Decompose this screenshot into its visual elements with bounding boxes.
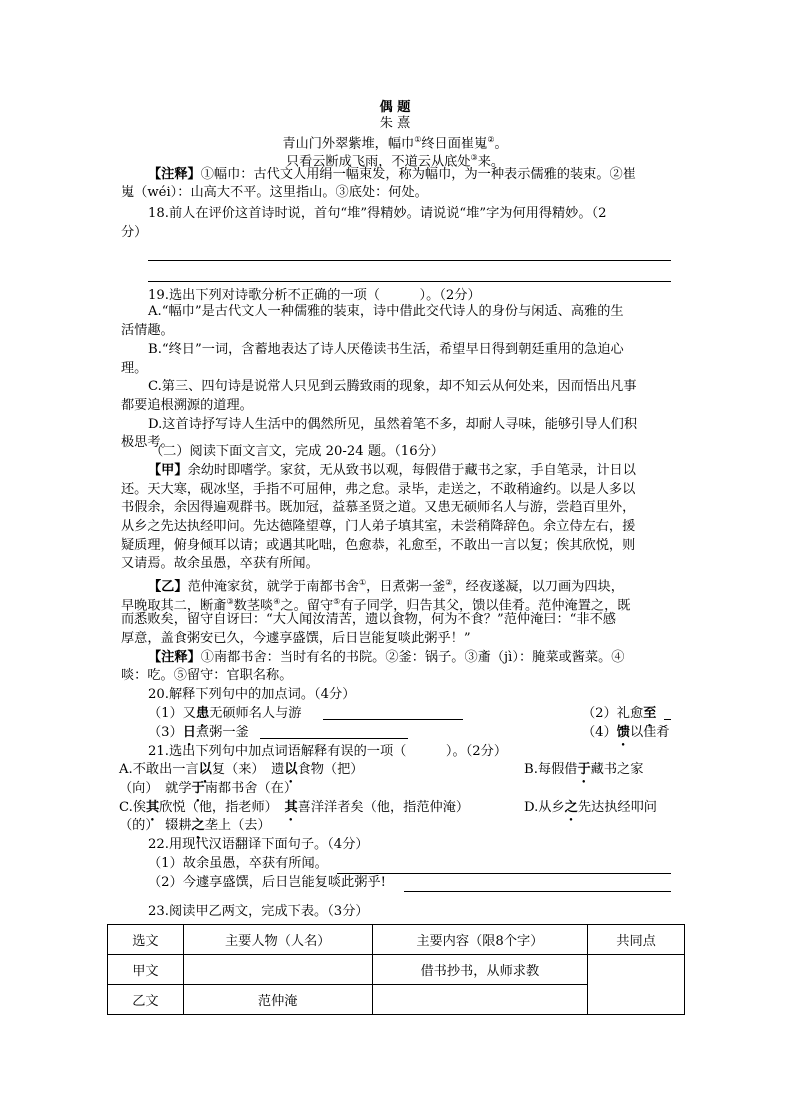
question-18-cont: 分） bbox=[121, 225, 148, 240]
q21-option-d-cont: （的） 辍耕之垄上（去） bbox=[119, 818, 271, 833]
table-cell: 乙文 bbox=[108, 985, 184, 1015]
q20-item-3: （3）日煮粥一釜 bbox=[148, 725, 249, 740]
table-cell: 范仲淹 bbox=[183, 985, 372, 1015]
question-22: 22.用现代汉语翻译下面句子。（4分） bbox=[148, 837, 369, 852]
table-cell: 借书抄书，从师求教 bbox=[372, 955, 588, 985]
q22-blank-1[interactable] bbox=[337, 873, 671, 874]
q20-item-1: （1）又患无硕师名人与游 bbox=[148, 706, 302, 721]
passage-b-line-4: 厚意，盖食粥安已久，今遽享盛馔，后日岂能复啖此粥乎！” bbox=[121, 631, 471, 646]
q19-option-c: C.第三、四句诗是说常人只见到云腾致雨的现象，却不知云从何处来，因而悟出凡事 bbox=[148, 379, 637, 394]
q19-option-c-cont: 都要追根溯源的道理。 bbox=[121, 398, 253, 413]
q20-item-2: （2）礼愈至 bbox=[582, 706, 657, 721]
passage-b-note-line-2: 啖：吃。⑤留守：官职名称。 bbox=[121, 668, 293, 683]
table-header: 选文 bbox=[108, 925, 184, 955]
passage-b-line-2: 早晚取其二，断齑③数茎啖④之。留守⑤有子同学，归告其父，馈以佳肴。范仲淹置之，既 bbox=[121, 597, 631, 614]
table-cell-input[interactable] bbox=[372, 985, 588, 1015]
table-cell: 甲文 bbox=[108, 955, 184, 985]
poem-line-2: 只看云断成飞雨，不道云从底处③来。 bbox=[285, 153, 505, 170]
question-21: 21.选出下列句中加点词语解释有误的一项（ ）。（2分） bbox=[148, 744, 508, 759]
question-19: 19.选出下列对诗歌分析不正确的一项（ ）。（2分） bbox=[148, 288, 481, 303]
q20-item-4: （4）馈以佳肴 bbox=[582, 725, 670, 740]
table-cell-input[interactable] bbox=[183, 955, 372, 985]
passage-a-line-6: 又请焉。故余虽愚，卒获有所闻。 bbox=[121, 556, 319, 571]
common-point-cell[interactable] bbox=[588, 955, 685, 1015]
poem-author: 朱 熹 bbox=[379, 116, 411, 131]
q20-blank-3[interactable] bbox=[260, 738, 408, 739]
table-row bbox=[108, 955, 685, 985]
passage-b-note-line-1: 【注释】①南都书舍：当时有名的书院。②釜：锅子。③齑（jì）：腌菜或酱菜。④ bbox=[148, 650, 625, 665]
poem-note-line-2: 嵬（wéi）：山高大不平。这里指山。③底处：何处。 bbox=[121, 185, 428, 200]
q21-option-a: A.不敢出一言以复（来） 遗以食物（把） bbox=[119, 762, 364, 777]
question-20: 20.解释下列句中的加点词。（4分） bbox=[148, 687, 356, 702]
passage-a-line-2: 还。天大寒，砚冰坚，手指不可屈伸，弗之怠。录毕，走送之，不敢稍逾约。以是人多以 bbox=[121, 482, 636, 497]
q22-item-2: （2）今遽享盛馔，后日岂能复啖此粥乎! bbox=[148, 875, 386, 890]
table-header: 主要内容（限8个字） bbox=[372, 925, 588, 955]
passage-a-line-4: 从乡之先达执经叩问。先达德隆望尊，门人弟子填其室，未尝稍降辞色。余立侍左右，援 bbox=[121, 519, 636, 534]
answer-line-18b[interactable] bbox=[148, 281, 671, 282]
q19-option-b: B.“终日”一词，含蓄地表达了诗人厌倦读书生活，希望早日得到朝廷重用的急迫心 bbox=[148, 342, 624, 357]
q19-option-a: A.“幅巾”是古代文人一种儒雅的装束，诗中借此交代诗人的身份与闲适、高雅的生 bbox=[148, 304, 624, 319]
summary-table bbox=[107, 924, 685, 1015]
passage-a-line-3: 书假余，余因得遍观群书。既加冠，益慕圣贤之道。又患无硕师名人与游，尝趋百里外， bbox=[121, 500, 636, 515]
section-2-heading: （二）阅读下面文言文，完成 20-24 题。（16分） bbox=[150, 444, 444, 459]
question-18: 18.前人在评价这首诗时说，首句“堆”得精妙。请说说“堆”字为何用得精妙。（2 bbox=[148, 206, 607, 221]
poem-line-1: 青山门外翠紫堆，幅巾①终日面崔嵬②。 bbox=[282, 135, 508, 152]
q19-option-b-cont: 理。 bbox=[121, 361, 148, 376]
answer-line-18a[interactable] bbox=[148, 260, 671, 261]
q19-option-a-cont: 活情趣。 bbox=[121, 323, 174, 338]
q20-blank-1[interactable] bbox=[323, 719, 463, 720]
poem-note-line-1: 【注释】①幅巾：古代文人用绢一幅束发，称为幅巾，为一种表示儒雅的装束。②崔 bbox=[148, 167, 636, 182]
passage-b-line-1: 【乙】范仲淹家贫，就学于南都书舍①，日煮粥一釜②，经夜遂凝，以刀画为四块， bbox=[148, 578, 624, 595]
q22-item-1: （1）故余虽愚，卒获有所闻。 bbox=[148, 856, 328, 871]
table-header: 共同点 bbox=[588, 925, 685, 955]
table-header: 主要人物（人名） bbox=[183, 925, 372, 955]
poem-title: 偶 题 bbox=[379, 100, 411, 115]
question-23: 23.阅读甲乙两文，完成下表。（3分） bbox=[148, 904, 369, 919]
q19-option-d-cont: 极思考。 bbox=[121, 435, 174, 450]
q21-option-ab-cont: （向） 就学于南都书舍（在） bbox=[119, 781, 298, 796]
q21-option-b: B.每假借于藏书之家 bbox=[524, 762, 644, 777]
passage-a-line-1: 【甲】余幼时即嗜学。家贫，无从致书以观，每假借于藏书之家，手自笔录，计日以 bbox=[148, 463, 636, 478]
q19-option-d: D.这首诗抒写诗人生活中的偶然所见，虽然着笔不多，却耐人寻味，能够引导人们积 bbox=[148, 417, 638, 432]
table-header-row bbox=[108, 925, 685, 955]
passage-b-line-3: 而悉败矣，留守自讶曰：“大人闻汝清苦，遗以食物，何为不食？”范仲淹曰：“非不感 bbox=[121, 612, 616, 627]
q20-blank-2[interactable] bbox=[664, 719, 671, 720]
q22-blank-2[interactable] bbox=[404, 891, 671, 892]
q21-option-d: D.从乡之先达执经叩问 bbox=[524, 800, 657, 815]
q21-option-c: C.俟其欣悦（他，指老师） 其喜洋洋者矣（他，指范仲淹） bbox=[119, 800, 470, 815]
passage-a-line-5: 疑质理，俯身倾耳以请；或遇其叱咄，色愈恭，礼愈至，不敢出一言以复；俟其欣悦，则 bbox=[121, 538, 636, 553]
